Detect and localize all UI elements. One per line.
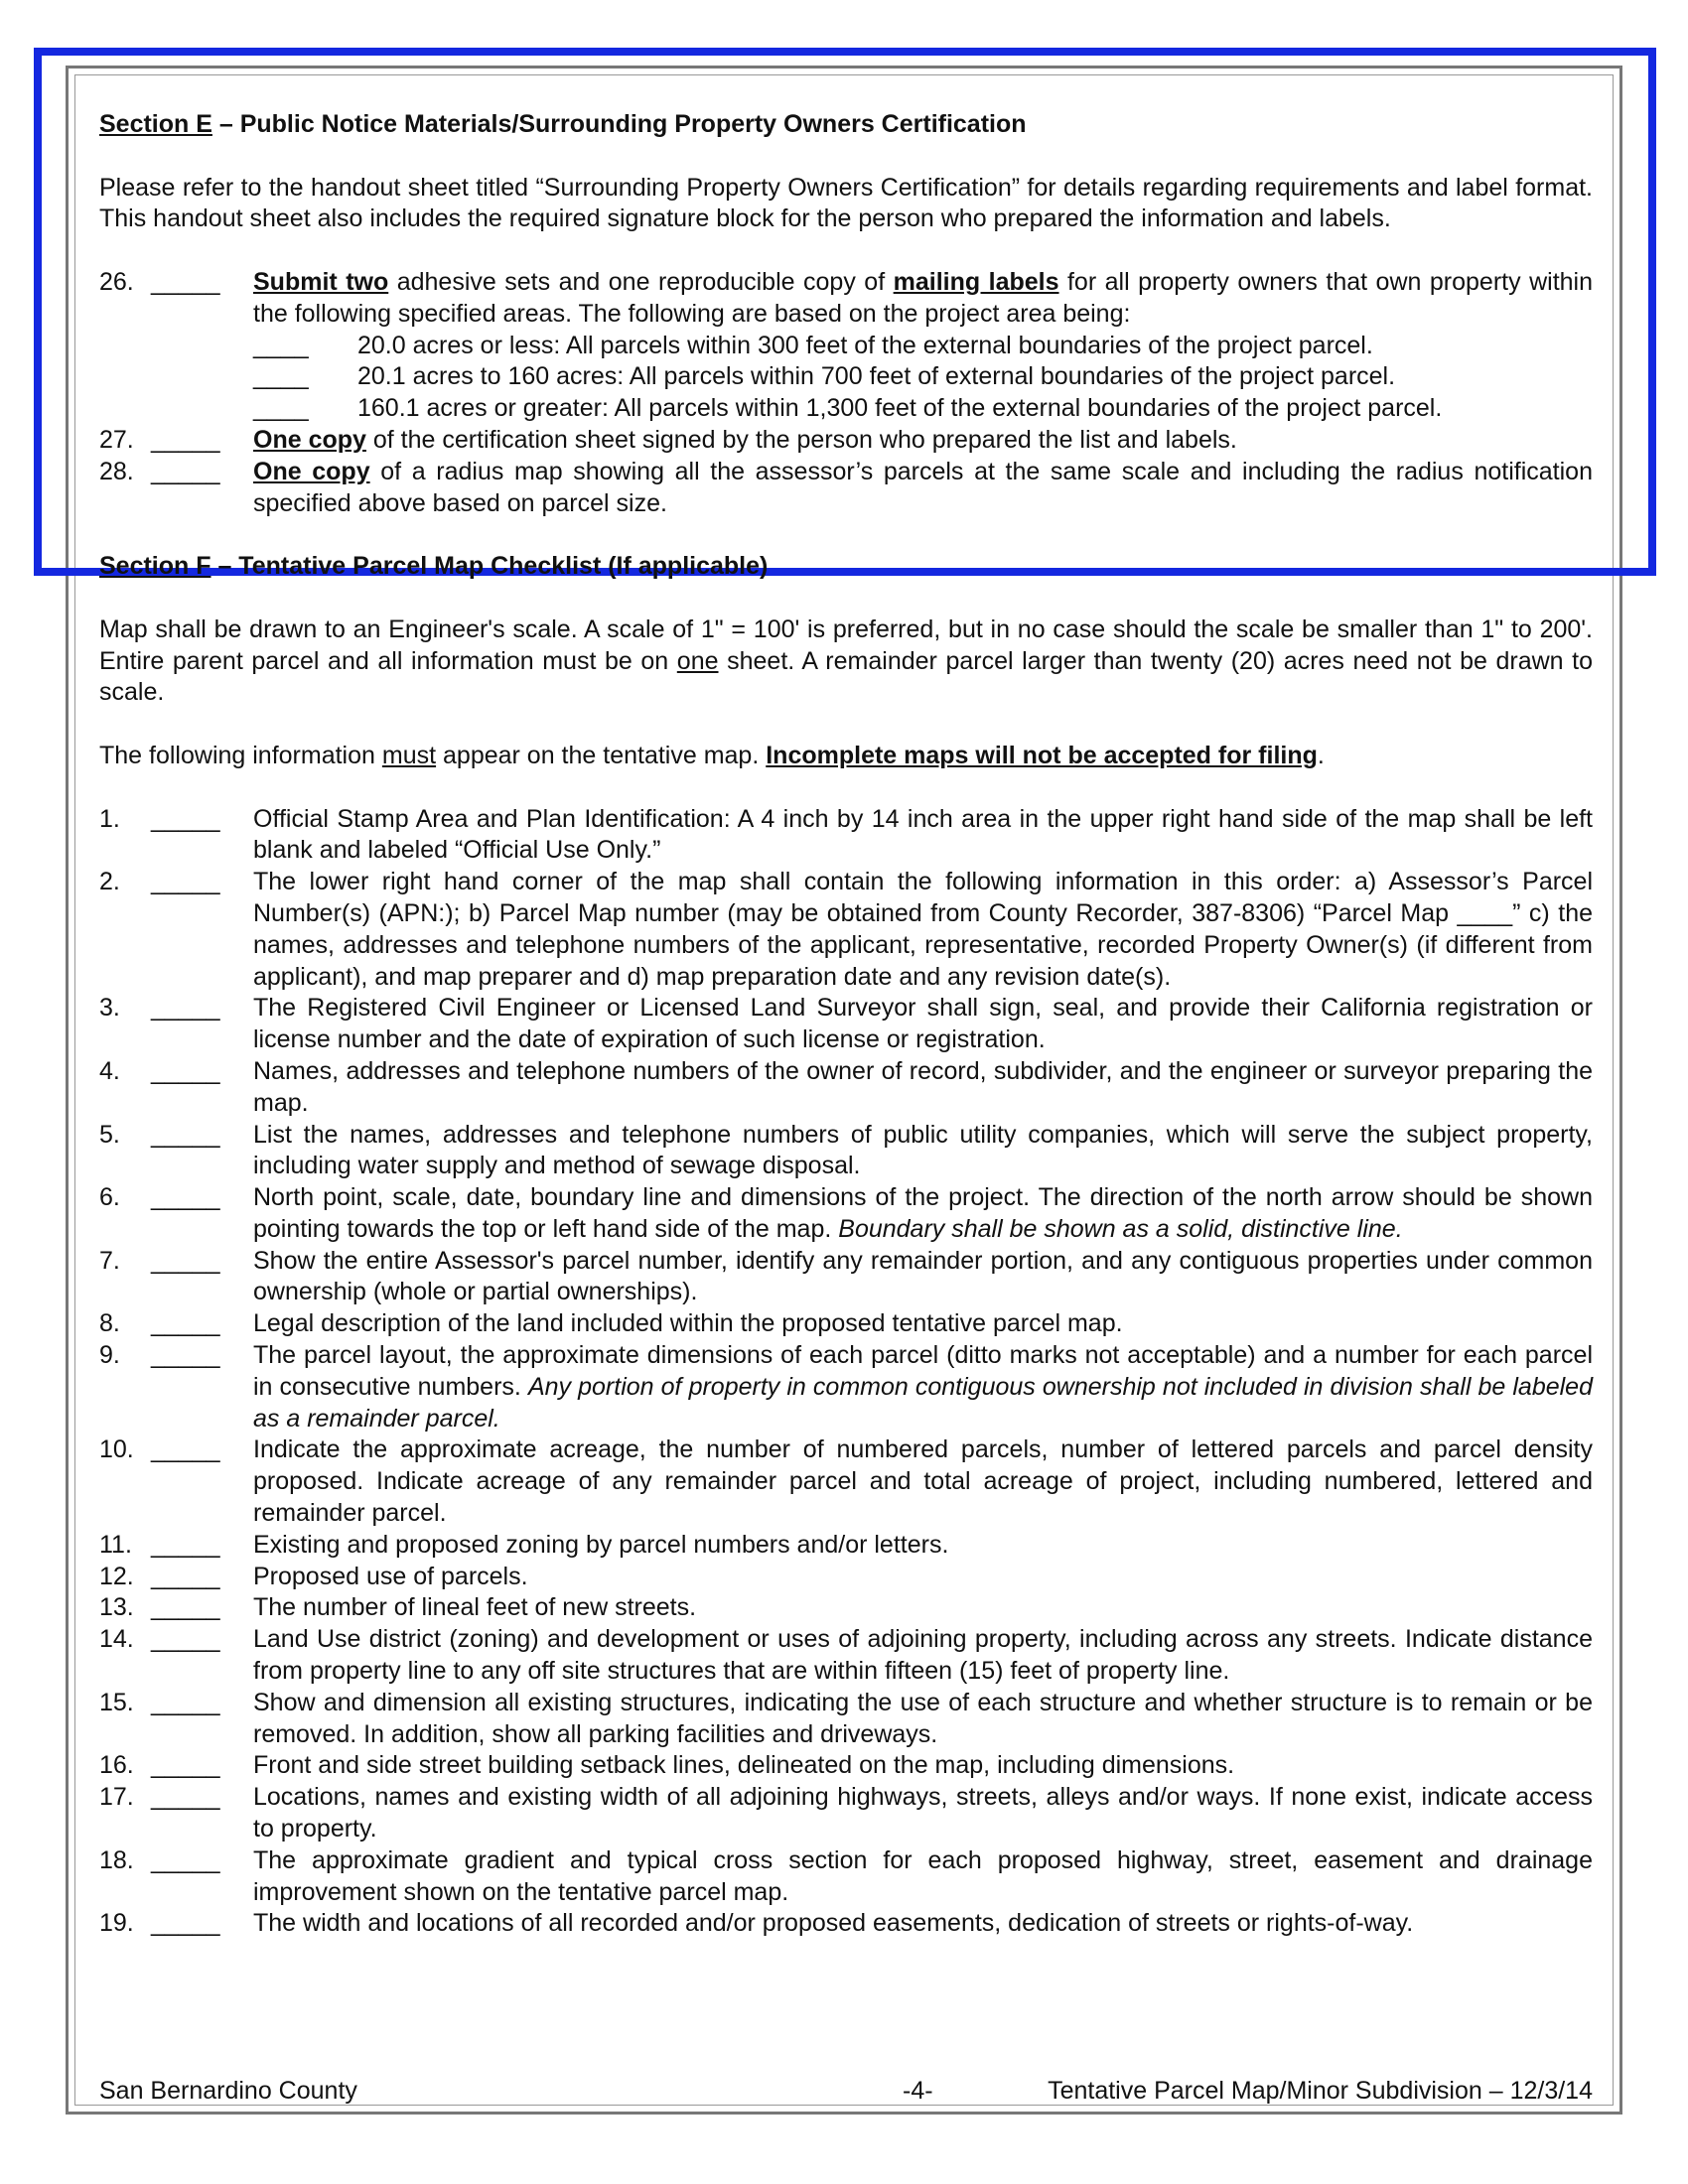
item-emphasis: One copy — [253, 457, 370, 485]
item-emphasis: mailing labels — [893, 267, 1059, 296]
check-blank: _____ — [151, 1120, 220, 1149]
intro-underline: one — [676, 646, 719, 675]
item-text: The number of lineal feet of new streets. — [253, 1593, 697, 1622]
section-f-requirement — [99, 741, 1593, 772]
item-text: List the names, addresses and telephone numbers of public utility companies, which will serve the subject property, including water supply and method of sewage disposal. — [253, 1120, 1593, 1180]
item-number: 5. — [99, 1120, 120, 1149]
intro-text: The following information — [99, 741, 382, 769]
item-text: Show and dimension all existing structures, indicating the use of each structure and whether structure is to remain or be removed. In addition, show all parking facilities and driveways. — [253, 1688, 1593, 1748]
item-text: of the certification sheet signed by the person who prepared the list and labels. — [365, 425, 1237, 454]
item-number: 14. — [99, 1625, 134, 1654]
item-text: The width and locations of all recorded and/or proposed easements, dedication of streets or rights-of-way. — [253, 1909, 1414, 1938]
item-number: 9. — [99, 1341, 120, 1370]
section-e — [99, 109, 1593, 519]
list-item — [99, 1530, 1593, 1562]
item-text: The Registered Civil Engineer or Licensed Land Surveyor shall sign, seal, and provide their California registration or license number and the date of expiration of such license or registration. — [253, 994, 1593, 1054]
list-item — [99, 267, 1593, 425]
item-text: The parcel layout, the approximate dimensions of each parcel (ditto marks not acceptable) and a number for each parcel in consecutive numbers. — [253, 1341, 1593, 1401]
item-text: The approximate gradient and typical cross section for each proposed highway, street, easement and drainage improvement shown on the tentative parcel map. — [253, 1845, 1593, 1906]
item-text: Front and side street building setback lines, delineated on the map, including dimensions. — [253, 1751, 1235, 1780]
check-blank: _____ — [151, 267, 220, 296]
check-blank: _____ — [151, 1688, 220, 1716]
check-blank: _____ — [151, 1845, 220, 1874]
item-text: North point, scale, date, boundary line and dimensions of the project. The direction of the north arrow should be shown pointing towards the top or left hand side of the map. — [253, 1183, 1593, 1243]
item-emphasis: Submit two — [253, 267, 389, 296]
item-text: of a radius map showing all the assessor’s parcels at the same scale and including the radius notification specified above based on parcel size. — [253, 457, 1593, 517]
section-e-label: Section E — [99, 110, 212, 138]
check-blank: _____ — [151, 1341, 220, 1370]
item-number: 27. — [99, 425, 134, 454]
item-text: The lower right hand corner of the map shall contain the following information in this order: a) Assessor’s Parcel Number(s) (APN:); b) Parcel Map number (may be obtained from County Recorder, 387-8306) “Parcel Map ____” c) the names, addresses and telephone numbers of the applicant, representative, recorded Property Owner(s) (if different from applicant), and map preparer and d) map preparation date and any revision date(s). — [253, 868, 1593, 991]
page-footer — [99, 2075, 1593, 2107]
list-item — [99, 1845, 1593, 1909]
item-number: 15. — [99, 1688, 134, 1716]
item-text: Show the entire Assessor's parcel number, identify any remainder portion, and any contiguous properties under common ownership (whole or partial ownerships). — [253, 1246, 1593, 1306]
sub-blank: ____ — [253, 394, 309, 423]
list-item — [99, 993, 1593, 1056]
item-number: 12. — [99, 1562, 134, 1590]
sub-text: 20.1 acres to 160 acres: All parcels within 700 feet of external boundaries of the project parcel. — [357, 362, 1396, 391]
item-number: 3. — [99, 994, 120, 1023]
item-number: 1. — [99, 804, 120, 833]
item-text: Names, addresses and telephone numbers of the owner of record, subdivider, and the engineer or surveyor preparing the map. — [253, 1056, 1593, 1117]
list-item — [99, 457, 1593, 520]
item-number: 13. — [99, 1593, 134, 1622]
check-blank: _____ — [151, 868, 220, 896]
sub-text: 20.0 acres or less: All parcels within 300 feet of the external boundaries of the project parcel. — [357, 331, 1373, 359]
item-text: adhesive sets and one reproducible copy of — [388, 267, 894, 296]
list-item — [99, 1782, 1593, 1845]
list-item — [99, 1340, 1593, 1434]
list-item — [99, 867, 1593, 993]
list-item — [99, 1750, 1593, 1782]
item-number: 10. — [99, 1435, 134, 1464]
footer-page-number: -4- — [903, 2077, 933, 2105]
list-item — [99, 1246, 1593, 1309]
intro-text: Map shall be drawn to an Engineer's scale. A scale of 1" = 100' is preferred, but in no case should the scale be smaller than 1" to 200'. Entire parent parcel and all information must be on — [99, 614, 1593, 675]
item-number: 7. — [99, 1246, 120, 1275]
item-emphasis: One copy — [253, 425, 366, 454]
sub-text: 160.1 acres or greater: All parcels within 1,300 feet of the external boundaries of the project parcel. — [357, 394, 1443, 423]
item-text: Official Stamp Area and Plan Identification: A 4 inch by 14 inch area in the upper right hand side of the map shall be left blank and labeled “Official Use Only.” — [253, 804, 1593, 865]
section-f-heading — [99, 551, 1593, 583]
list-item — [99, 1434, 1593, 1529]
section-f-intro — [99, 614, 1593, 709]
item-number: 28. — [99, 457, 134, 485]
check-blank: _____ — [151, 1246, 220, 1275]
item-number: 19. — [99, 1909, 134, 1938]
list-item — [99, 1182, 1593, 1246]
check-blank: _____ — [151, 1751, 220, 1780]
section-e-items — [99, 267, 1593, 519]
check-blank: _____ — [151, 457, 220, 485]
list-item — [99, 1908, 1593, 1940]
item-number: 17. — [99, 1783, 134, 1812]
list-item — [99, 1562, 1593, 1593]
list-item — [99, 804, 1593, 868]
item-italic-text: Any portion of property in common contiguous ownership not included in division shall be labeled as a remainder parcel. — [253, 1372, 1593, 1433]
item-text: for all property owners that own property within the following specified areas. The following are based on the project area being: — [253, 267, 1593, 328]
check-blank: _____ — [151, 1625, 220, 1654]
footer-county: San Bernardino County — [99, 2077, 357, 2105]
item-number: 8. — [99, 1309, 120, 1338]
list-item — [99, 1056, 1593, 1120]
check-blank: _____ — [151, 994, 220, 1023]
check-blank: _____ — [151, 1056, 220, 1085]
document-content — [99, 109, 1593, 1940]
check-blank: _____ — [151, 425, 220, 454]
section-f-title: – Tentative Parcel Map Checklist (If applicable) — [211, 552, 769, 581]
section-e-heading — [99, 109, 1593, 141]
sub-option — [253, 331, 1593, 362]
item-number: 4. — [99, 1056, 120, 1085]
item-text: Existing and proposed zoning by parcel numbers and/or letters. — [253, 1530, 949, 1559]
list-item — [99, 1308, 1593, 1340]
item-number: 26. — [99, 267, 134, 296]
intro-warning: Incomplete maps will not be accepted for filing — [766, 741, 1318, 769]
check-blank: _____ — [151, 1909, 220, 1938]
footer-document-title: Tentative Parcel Map/Minor Subdivision – 12/3/14 — [1048, 2077, 1593, 2105]
list-item — [99, 1120, 1593, 1183]
item-italic-text: Boundary shall be shown as a solid, distinctive line. — [838, 1214, 1403, 1243]
section-f-items — [99, 804, 1593, 1941]
section-e-title: – Public Notice Materials/Surrounding Property Owners Certification — [211, 110, 1027, 138]
item-text: Land Use district (zoning) and development or uses of adjoining property, including across any streets. Indicate distance from property line to any off site structures that are within fifteen (15) feet of property line. — [253, 1625, 1593, 1686]
check-blank: _____ — [151, 1593, 220, 1622]
intro-text: sheet. A remainder parcel larger than twenty (20) acres need not be drawn to scale. — [99, 646, 1593, 707]
item-text: Indicate the approximate acreage, the number of numbered parcels, number of lettered parcels and parcel density proposed. Indicate acreage of any remainder parcel and total acreage of project, including numbered, lettered and remainder parcel. — [253, 1435, 1593, 1528]
sub-option — [253, 361, 1593, 393]
sub-blank: ____ — [253, 331, 309, 359]
sub-option — [253, 393, 1593, 425]
list-item — [99, 1688, 1593, 1751]
list-item — [99, 1592, 1593, 1624]
item-number: 11. — [99, 1530, 132, 1559]
check-blank: _____ — [151, 1435, 220, 1464]
item-number: 2. — [99, 868, 120, 896]
item-text: Locations, names and existing width of all adjoining highways, streets, alleys and/or ways. If none exist, indicate access to property. — [253, 1783, 1593, 1843]
item-text: Legal description of the land included within the proposed tentative parcel map. — [253, 1309, 1123, 1338]
list-item — [99, 425, 1593, 457]
check-blank: _____ — [151, 1562, 220, 1590]
sub-blank: ____ — [253, 362, 309, 391]
check-blank: _____ — [151, 1530, 220, 1559]
intro-underline: must — [381, 741, 437, 769]
sub-options — [253, 331, 1593, 425]
check-blank: _____ — [151, 804, 220, 833]
item-text: Proposed use of parcels. — [253, 1562, 528, 1590]
intro-text: . — [1317, 741, 1325, 769]
section-f-label: Section F — [99, 552, 211, 581]
item-number: 18. — [99, 1845, 134, 1874]
section-e-intro: Please refer to the handout sheet titled “Surrounding Property Owners Certification” for details regarding requirements and label format. This handout sheet also includes the required signature block for the person who prepared the information and labels. — [99, 173, 1593, 233]
check-blank: _____ — [151, 1309, 220, 1338]
section-f — [99, 551, 1593, 1940]
intro-text: appear on the tentative map. — [436, 741, 767, 769]
check-blank: _____ — [151, 1183, 220, 1212]
item-number: 6. — [99, 1183, 120, 1212]
list-item — [99, 1624, 1593, 1688]
check-blank: _____ — [151, 1783, 220, 1812]
item-number: 16. — [99, 1751, 134, 1780]
